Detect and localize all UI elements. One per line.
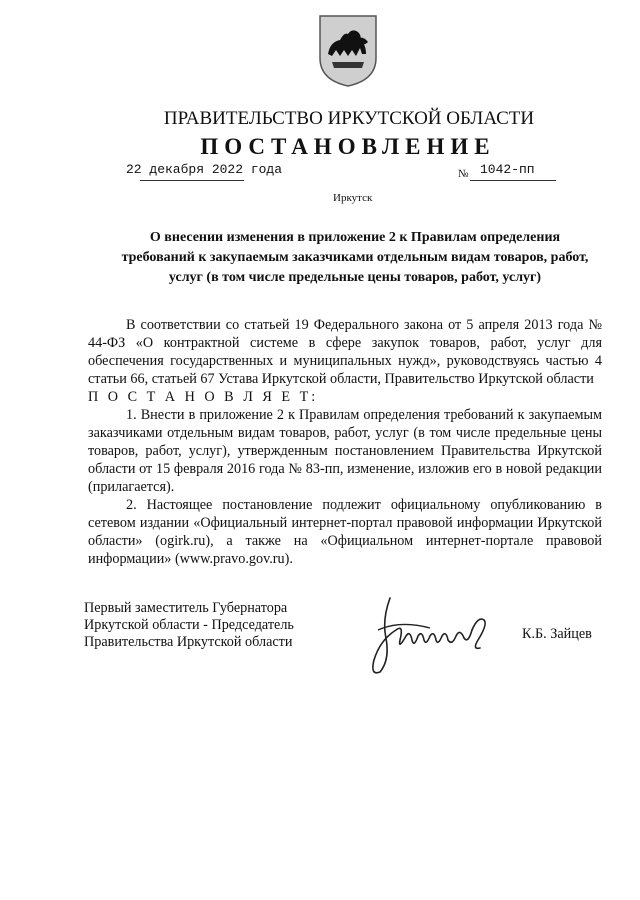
- position-line-3: Правительства Иркутской области: [84, 634, 293, 650]
- date-underline: [140, 180, 244, 181]
- document-title: О внесении изменения в приложение 2 к Правилам определения требований к закупаемым заказчиками отдельным видам товаров, работ, услуг (в том числе предельные цены товаров, работ, услуг): [121, 230, 589, 285]
- preamble-paragraph: В соответствии со статьей 19 Федерального закона от 5 апреля 2013 года № 44-ФЗ «О контрактной системе в сфере закупок товаров, работ, услуг для обеспечения государственных и муниципальных нужд», руководствуясь частью 4 статьи 66, статьей 67 Устава Иркутской области, Правительство Иркутской области: [88, 317, 602, 387]
- city: Иркутск: [333, 192, 373, 204]
- document-body: [88, 316, 602, 568]
- document-date: 22 декабря 2022 года: [126, 162, 283, 177]
- signatory-position: [84, 600, 294, 651]
- coat-of-arms-icon: [318, 14, 378, 88]
- signatory-name: К.Б. Зайцев: [522, 626, 592, 642]
- number-underline: [470, 180, 556, 181]
- document-type: ПОСТАНОВЛЕНИЕ: [200, 134, 496, 159]
- position-line-2: Иркутской области - Председатель: [84, 617, 294, 633]
- item-1-paragraph: 1. Внести в приложение 2 к Правилам определения требований к закупаемым заказчиками отдельным видам товаров, работ, услуг (в том числе предельные цены товаров, работ, услуг), утвержденным постановлением Правительства Иркутской области от 15 февраля 2016 года № 83-пп, изменение, изложив его в новой редакции (прилагается).: [88, 407, 602, 495]
- government-name: ПРАВИТЕЛЬСТВО ИРКУТСКОЙ ОБЛАСТИ: [163, 108, 535, 129]
- resolves-heading: П О С Т А Н О В Л Я Е Т:: [88, 389, 319, 405]
- position-line-1: Первый заместитель Губернатора: [84, 600, 288, 616]
- handwritten-signature: [360, 590, 500, 680]
- number-sign: №: [458, 168, 469, 180]
- item-2-paragraph: 2. Настоящее постановление подлежит официальному опубликованию в сетевом издании «Официальный интернет-портал правовой информации Иркутской области» (ogirk.ru), а также на «Официальном интернет-портале правовой информации» (www.pravo.gov.ru).: [88, 497, 602, 567]
- document-number: 1042-пп: [480, 162, 535, 177]
